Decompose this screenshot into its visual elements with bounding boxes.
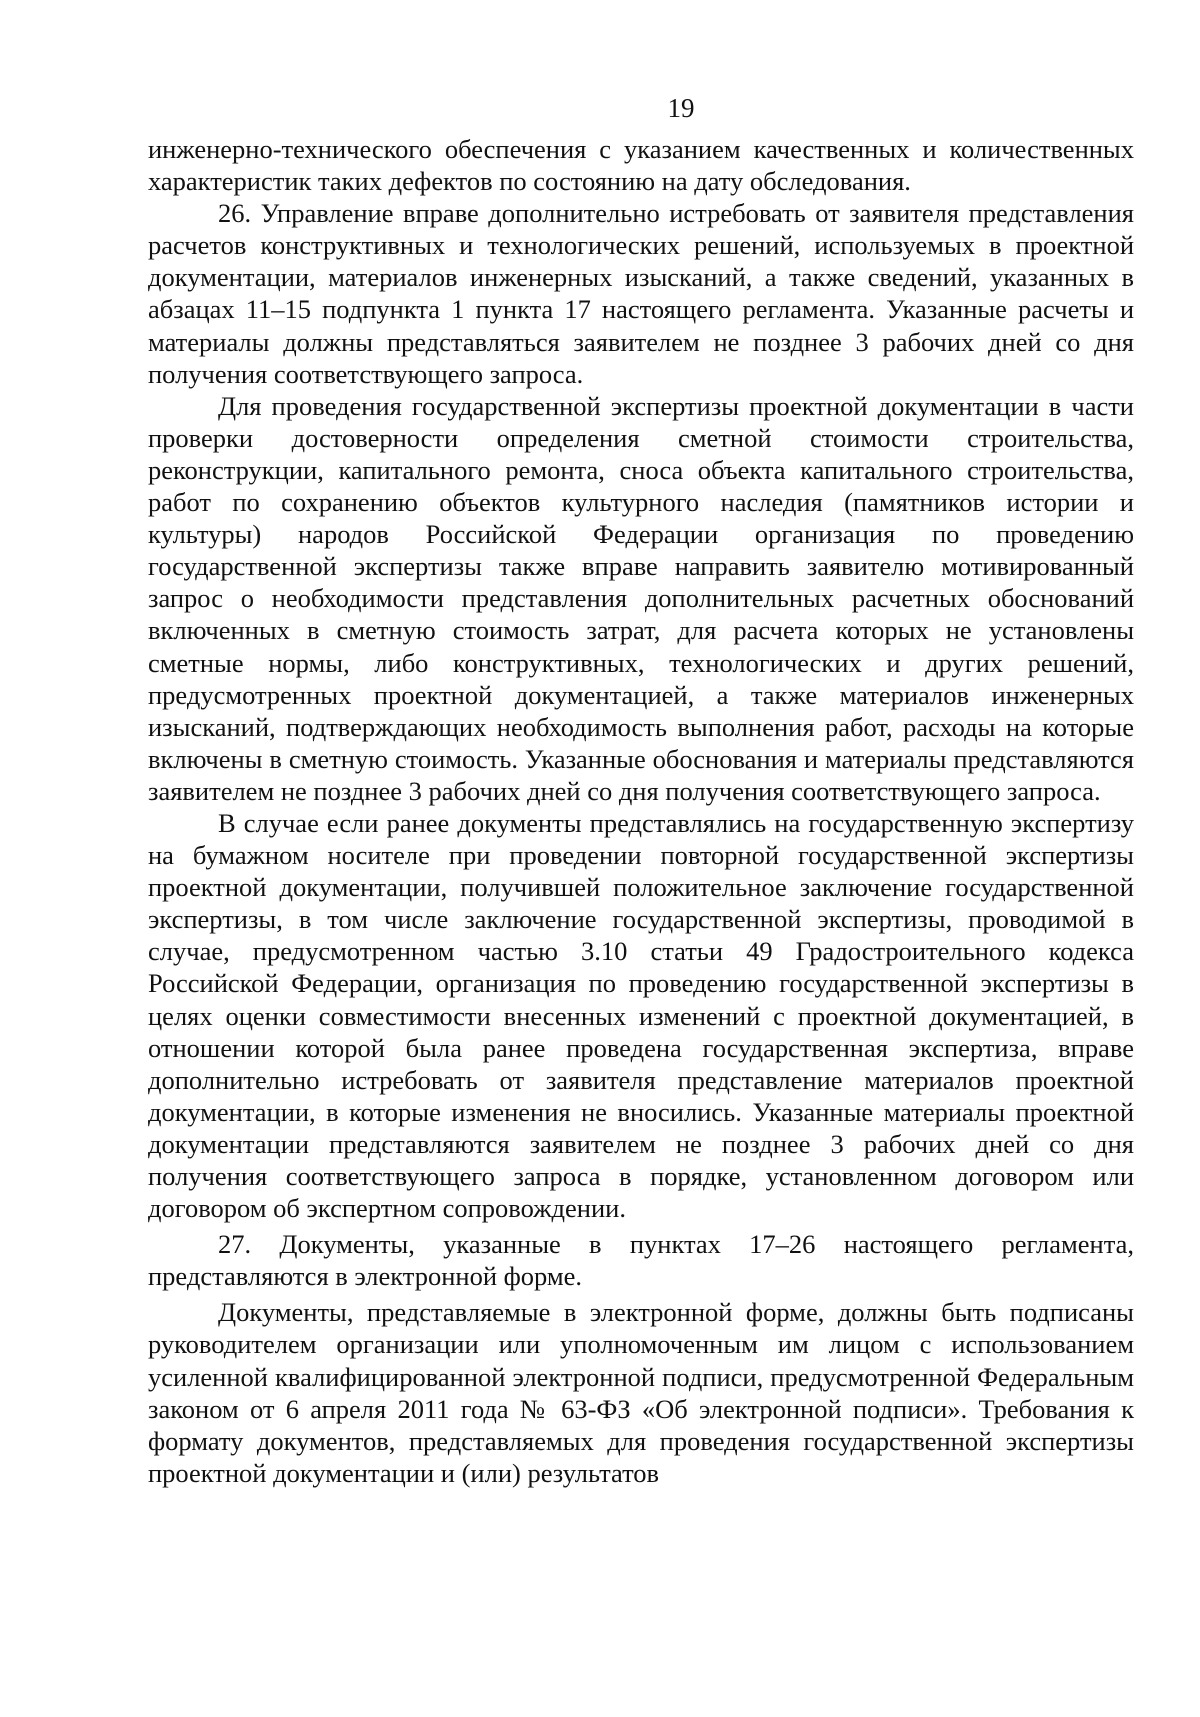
paragraph-electronic-signature: Документы, представляемые в электронной форме, должны быть подписаны руководителем организации или уполномоченным им лицом с использованием усиленной квалифицированной электронной подписи, предусмотренной Федеральным законом от 6 апреля 2011 года № 63-ФЗ «Об электронной подписи». Требования к формату документов, представляемых для проведения государственной экспертизы проектной документации и (или) результатов <box>148 1297 1134 1488</box>
paragraph-continuation: инженерно-технического обеспечения с указанием качественных и количественных характеристик таких дефектов по состоянию на дату обследования. <box>148 134 1134 197</box>
page-number: 19 <box>667 93 695 123</box>
paragraph-item-27: 27. Документы, указанные в пунктах 17–26 настоящего регламента, представляются в электронной форме. <box>148 1229 1134 1292</box>
paragraph-repeat-expertise: В случае если ранее документы представлялись на государственную экспертизу на бумажном носителе при проведении повторной государственной экспертизы проектной документации, получившей положительное заключение государственной экспертизы, в том числе заключение государственной экспертизы, проводимой в случае, предусмотренном частью 3.10 статьи 49 Градостроительного кодекса Российской Федерации, организация по проведению государственной экспертизы в целях оценки совместимости внесенных изменений с проектной документацией, в отношении которой была ранее проведена государственная экспертиза, вправе дополнительно истребовать от заявителя представление материалов проектной документации, в которые изменения не вносились. Указанные материалы проектной документации представляются заявителем не позднее 3 рабочих дней со дня получения соответствующего запроса в порядке, установленном договором или договором об экспертном сопровождении. <box>148 807 1134 1224</box>
paragraph-estimate-check: Для проведения государственной экспертизы проектной документации в части проверки достоверности определения сметной стоимости строительства, реконструкции, капитального ремонта, сноса объекта капитального строительства, работ по сохранению объектов культурного наследия (памятников истории и культуры) народов Российской Федерации организация по проведению государственной экспертизы также вправе направить заявителю мотивированный запрос о необходимости представления дополнительных расчетных обоснований включенных в сметную стоимость затрат, для расчета которых не установлены сметные нормы, либо конструктивных, технологических и других решений, предусмотренных проектной документацией, а также материалов инженерных изысканий, подтверждающих необходимость выполнения работ, расходы на которые включены в сметную стоимость. Указанные обоснования и материалы представляются заявителем не позднее 3 рабочих дней со дня получения соответствующего запроса. <box>148 390 1134 806</box>
document-body <box>148 133 1134 1489</box>
paragraph-item-26: 26. Управление вправе дополнительно истребовать от заявителя представления расчетов конструктивных и технологических решений, используемых в проектной документации, материалов инженерных изысканий, а также сведений, указанных в абзацах 11–15 подпункта 1 пункта 17 настоящего регламента. Указанные расчеты и материалы должны представляться заявителем не позднее 3 рабочих дней со дня получения соответствующего запроса. <box>148 198 1134 389</box>
